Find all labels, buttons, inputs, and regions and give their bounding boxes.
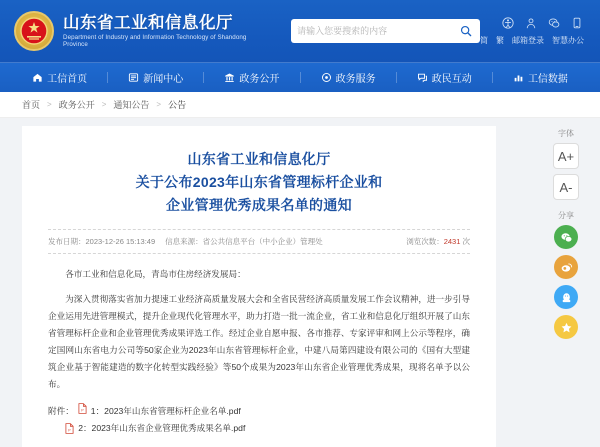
nav-item-service-label: 政务服务 <box>335 74 376 85</box>
search-input[interactable] <box>297 26 458 36</box>
article-title-line-1: 山东省工业和信息化厅 <box>187 151 331 167</box>
publish-date: 发布日期：2023-12-26 15:13:49 <box>48 237 156 246</box>
site-title-en: Department of Industry and Information Technology of Shandong Province <box>63 33 247 48</box>
attachment-1-text: 1：2023年山东省管理标杆企业名单.pdf <box>90 406 241 416</box>
increase-font-button[interactable]: A+ <box>553 143 579 169</box>
content-area <box>0 118 600 433</box>
page-title <box>48 144 470 229</box>
service-icon <box>321 72 332 83</box>
breadcrumb-separator: > <box>101 100 107 109</box>
elder-mode-icon[interactable] <box>524 16 538 30</box>
breadcrumb-item-open-gov[interactable]: 政务公开 <box>58 100 95 110</box>
nav-item-home-label: 工信首页 <box>47 74 88 85</box>
search-icon[interactable] <box>458 23 474 39</box>
article-meta <box>48 229 470 254</box>
breadcrumb-separator: > <box>156 100 162 109</box>
nav-item-interaction-label: 政民互动 <box>431 74 472 85</box>
share-qzone-button[interactable] <box>554 315 578 339</box>
pdf-icon <box>78 403 87 420</box>
share-group <box>542 210 590 339</box>
data-icon <box>513 72 524 83</box>
interaction-icon <box>417 72 428 83</box>
article-card <box>22 126 496 447</box>
attachment-link-1[interactable] <box>91 403 241 420</box>
site-title <box>63 14 265 49</box>
view-count-unit: 次 <box>462 237 470 246</box>
attachment-2-text: 2：2023年山东省企业管理优秀成果名单.pdf <box>78 423 246 433</box>
wechat-icon[interactable] <box>547 16 561 30</box>
national-emblem-icon <box>14 11 54 51</box>
share-qq-button[interactable] <box>554 285 578 309</box>
nav-item-interaction[interactable] <box>397 70 492 85</box>
header-right <box>480 16 586 46</box>
nav-item-news-label: 新闻中心 <box>143 74 184 85</box>
lang-traditional-link[interactable]: 繁 <box>496 36 504 45</box>
svg-text:P: P <box>81 408 84 413</box>
home-icon <box>32 72 43 83</box>
attachment-label: 附件： <box>48 406 74 416</box>
article-title-line-3: 企业管理优秀成果名单的通知 <box>166 197 352 213</box>
nav-item-news[interactable] <box>108 70 203 85</box>
attachment-list <box>48 403 470 437</box>
news-icon <box>128 72 139 83</box>
article-paragraph: 各市工业和信息化局，青岛市住房经济发展局： <box>65 269 246 279</box>
nav-item-home[interactable] <box>12 70 107 85</box>
breadcrumb-item-home[interactable]: 首页 <box>22 100 41 110</box>
header-icon-row <box>501 16 584 30</box>
attachment-link-2[interactable] <box>78 420 245 437</box>
open-gov-icon <box>224 72 235 83</box>
lang-simplified-link[interactable]: 简 <box>480 36 488 45</box>
nav-item-open-gov-label: 政务公开 <box>239 74 280 85</box>
share-weibo-button[interactable] <box>554 255 578 279</box>
main-nav <box>0 62 600 92</box>
nav-item-data[interactable] <box>493 70 588 85</box>
view-count-label: 浏览次数： <box>406 237 444 246</box>
breadcrumb <box>0 92 600 118</box>
nav-item-open-gov[interactable] <box>204 70 299 85</box>
site-title-cn: 山东省工业和信息化厅 <box>63 13 233 32</box>
decrease-font-button[interactable]: A- <box>553 174 579 200</box>
smart-office-link[interactable]: 智慧办公 <box>552 36 584 45</box>
breadcrumb-item-current: 公告 <box>168 100 187 110</box>
site-header <box>0 0 600 62</box>
share-wechat-button[interactable] <box>554 225 578 249</box>
view-count-value: 2431 <box>443 237 461 246</box>
header-link-row <box>480 35 584 46</box>
side-tools <box>542 128 590 349</box>
nav-item-service[interactable] <box>301 70 396 85</box>
view-count <box>406 236 470 247</box>
app-icon[interactable] <box>570 16 584 30</box>
search-box[interactable] <box>291 19 480 43</box>
nav-item-data-label: 工信数据 <box>527 74 568 85</box>
pdf-icon <box>65 423 74 434</box>
article-body <box>48 254 470 393</box>
share-label: 分享 <box>558 211 574 220</box>
attachment-row-2 <box>48 420 470 437</box>
article-title-line-2: 关于公布2023年山东省管理标杆企业和 <box>135 174 383 190</box>
breadcrumb-separator: > <box>47 100 52 109</box>
breadcrumb-item-notices[interactable]: 通知公告 <box>113 100 150 110</box>
accessibility-icon[interactable] <box>501 16 515 30</box>
font-size-group <box>542 128 590 200</box>
mail-login-link[interactable]: 邮箱登录 <box>512 36 544 45</box>
article-paragraph: 为深入贯彻落实省加力提速工业经济高质量发展大会和全省民营经济高质量发展工作会议精神，进一步引导企业运用先进管理模式，提升企业现代化管理水平，助力打造一批一流企业，省工业和信息化厅组织开展了山东省管理标杆企业和企业管理优秀成果评选工作。经过企业自愿申报、各市推荐、专家评审和网上公示等程序，确定国网山东省电力公司等50家企业为2023年山东省管理标杆企业，中建八局第四建设有限公司的《国有大型建筑企业基于智能建造的数字化转型实践经验》等50个成果为2023年山东省企业管理优秀成果，现将名单予以公布。 <box>48 294 470 389</box>
font-size-label: 字体 <box>558 129 574 138</box>
svg-text:P: P <box>68 428 71 433</box>
article-source: 信息来源：省公共信息平台（中小企业）管理处 <box>165 237 323 246</box>
